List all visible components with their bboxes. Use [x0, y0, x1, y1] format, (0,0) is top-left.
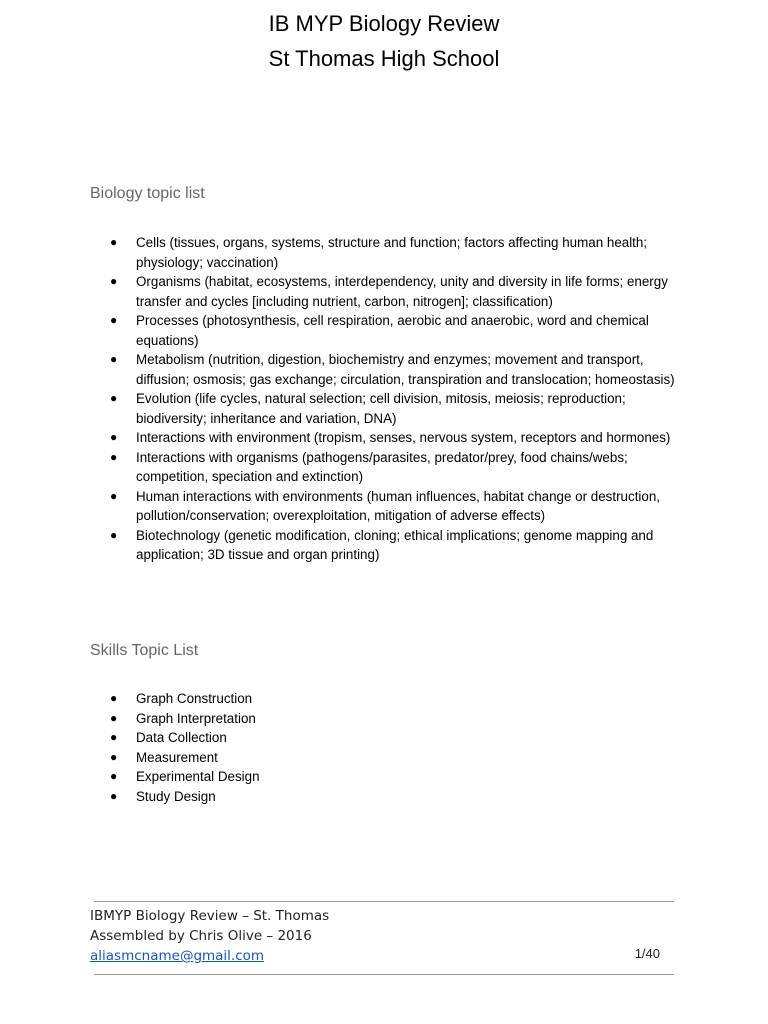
page-number: 1/40 [634, 946, 660, 961]
footer [90, 906, 329, 966]
list-item: ● Organisms (habitat, ecosystems, interdependency, unity and diversity in life forms; energy transfer and cycles [including nutrient, carbon, nitrogen]; classification) [110, 274, 668, 309]
list-item: ● Cells (tissues, organs, systems, structure and function; factors affecting human health; physiology; vaccination) [110, 235, 648, 270]
list-item: ● Measurement [110, 748, 690, 768]
list-item: ● Study Design [110, 787, 690, 807]
list-item: ● Graph Interpretation [110, 709, 690, 729]
skills-topic-heading: Skills Topic List [90, 642, 199, 659]
bullet-icon: ● [110, 691, 118, 705]
list-item: ● Biotechnology (genetic modification, cloning; ethical implications; genome mapping and application; 3D tissue and organ printing) [110, 527, 654, 562]
bullet-icon: ● [110, 391, 118, 405]
list-item: ● Graph Construction [110, 689, 690, 709]
bullet-icon: ● [110, 274, 118, 288]
footer-divider-top [94, 901, 674, 902]
school-name: St Thomas High School [268, 46, 500, 71]
bullet-icon: ● [110, 730, 118, 744]
bullet-icon: ● [110, 430, 118, 444]
list-item: ● Interactions with environment (tropism, senses, nervous system, receptors and hormones) [110, 428, 690, 448]
list-item: ● Metabolism (nutrition, digestion, biochemistry and enzymes; movement and transport, diffusion; osmosis; gas exchange; circulation, transpiration and translocation; homeostasis) [110, 352, 675, 387]
bullet-icon: ● [110, 788, 118, 803]
footer-divider-bottom [94, 974, 674, 975]
bullet-icon: ● [110, 449, 118, 464]
list-item: ● Experimental Design [110, 767, 690, 787]
list-item: ● Evolution (life cycles, natural selection; cell division, mitosis, meiosis; reproduction; biodiversity; inheritance and variation, DNA) [110, 391, 626, 426]
document-title: IB MYP Biology Review [268, 11, 500, 36]
bullet-icon: ● [110, 488, 118, 503]
biology-topic-list [110, 233, 690, 565]
bullet-icon: ● [110, 527, 118, 542]
bullet-icon: ● [110, 352, 118, 366]
list-item: ● Human interactions with environments (human influences, habitat change or destruction, pollution/conservation; overexploitation, mitigation of adverse effects) [110, 488, 661, 523]
skills-topic-list [110, 689, 690, 806]
biology-topic-heading: Biology topic list [90, 185, 205, 202]
bullet-icon: ● [110, 313, 118, 327]
bullet-icon: ● [110, 710, 118, 725]
footer-line-1: IBMYP Biology Review – St. Thomas [90, 908, 330, 924]
bullet-icon: ● [110, 749, 118, 764]
list-item: ● Interactions with organisms (pathogens/parasites, predator/prey, food chains/webs; competition, speciation and extinction) [110, 449, 628, 484]
list-item: ● Processes (photosynthesis, cell respiration, aerobic and anaerobic, word and chemical equations) [110, 313, 649, 348]
footer-line-2: Assembled by Chris Olive – 2016 [90, 928, 312, 944]
footer-email-link[interactable]: aliasmcname@gmail.com [90, 948, 265, 964]
bullet-icon: ● [110, 235, 118, 249]
list-item: ● Data Collection [110, 728, 690, 748]
bullet-icon: ● [110, 769, 118, 783]
document-title-block [0, 6, 768, 76]
